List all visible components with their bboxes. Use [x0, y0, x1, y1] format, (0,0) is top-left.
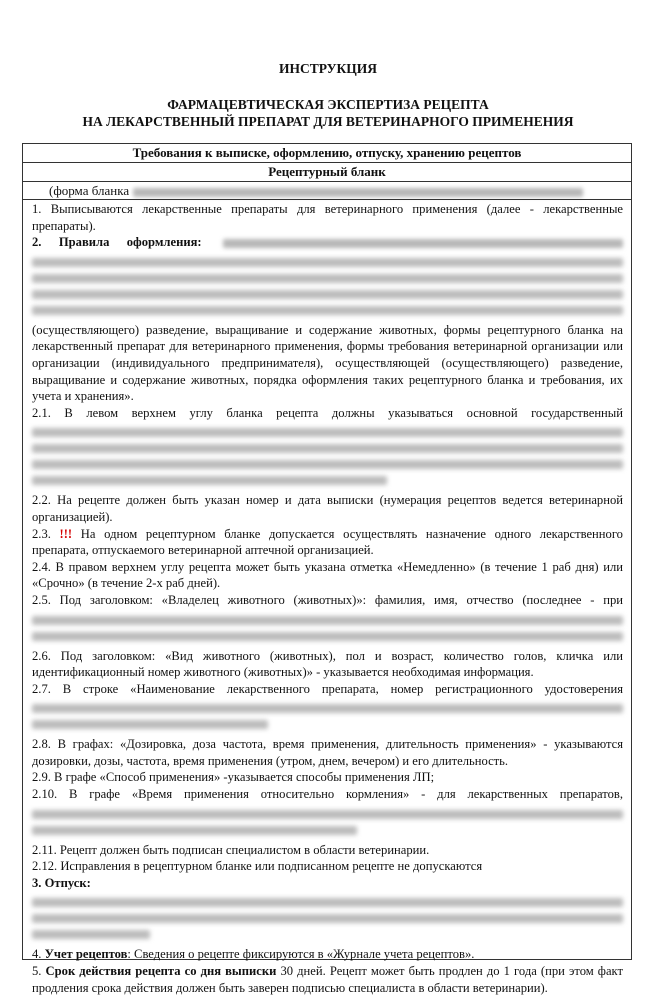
redacted-text — [223, 239, 623, 248]
table-header-blank: Рецептурный бланк — [23, 163, 631, 182]
item-3-heading — [32, 875, 623, 892]
document-subtitle — [0, 96, 656, 130]
item-1: 1. Выписываются лекарственные препараты для ветеринарного применения (далее - лекарственные препараты). — [32, 202, 623, 233]
divider — [23, 199, 631, 200]
item-4-title: Учет рецептов — [44, 947, 128, 962]
item-5-number: 5. — [32, 964, 42, 979]
redacted-block — [32, 810, 623, 835]
item-2-7: 2.7. В строке «Наименование лекарственного препарата, номер регистрационного удостоверения — [32, 681, 623, 696]
item-4-text: : Сведения о рецепте фиксируются в «Журнале учета рецептов». — [127, 947, 475, 962]
item-2-number: 2. — [32, 235, 42, 250]
item-2-11: 2.11. Рецепт должен быть подписан специалистом в области ветеринарии. — [32, 842, 430, 857]
item-2-5: 2.5. Под заголовком: «Владелец животного (животных)»: фамилия, имя, отчество (последнее - при — [32, 592, 623, 607]
form-blank-line — [49, 182, 583, 199]
item-2-4: 2.4. В правом верхнем углу рецепта может быть указана отметка «Немедленно» (в течение 1 раб дня) или «Срочно» (в течение 2-х раб дней). — [32, 559, 623, 591]
document-title: ИНСТРУКЦИЯ — [278, 61, 378, 76]
item-2-12: 2.12. Исправления в рецептурном бланке или подписанном рецепте не допускаются — [32, 859, 483, 874]
item-3-title: Отпуск: — [44, 875, 91, 890]
redacted-block — [32, 704, 623, 729]
item-2-3-number: 2.3. — [32, 526, 51, 541]
subtitle-line-1: ФАРМАЦЕВТИЧЕСКАЯ ЭКСПЕРТИЗА РЕЦЕПТА — [167, 97, 489, 112]
item-2-8: 2.8. В графах: «Дозировка, доза частота, время применения, длительность применения» - указываются дозировки, дозы, частота, время применения (утром, днем, вечером) и его длительность. — [32, 737, 623, 768]
item-4-number: 4. — [32, 947, 42, 962]
subtitle-line-2: НА ЛЕКАРСТВЕННЫЙ ПРЕПАРАТ ДЛЯ ВЕТЕРИНАРНОГО ПРИМЕНЕНИЯ — [82, 114, 574, 129]
instructions-body — [32, 201, 623, 996]
item-5 — [32, 963, 623, 996]
redacted-block — [32, 616, 623, 641]
table-header-requirements: Требования к выписке, оформлению, отпуску, хранению рецептов — [23, 144, 631, 163]
item-4 — [32, 946, 623, 963]
item-2-3 — [32, 526, 623, 559]
item-3-number: 3. — [32, 875, 42, 890]
redacted-block — [32, 898, 623, 939]
warning-mark: !!! — [59, 526, 73, 541]
item-2-2: 2.2. На рецепте должен быть указан номер и дата выписки (нумерация рецептов ведется ветеринарной организацией). — [32, 493, 623, 524]
redacted-text — [133, 188, 583, 197]
form-blank-label: (форма бланка — [49, 183, 130, 198]
item-5-title: Срок действия рецепта со дня выписки — [45, 964, 277, 979]
item-2-3-text: На одном рецептурном бланке допускается осуществлять назначение одного лекарственного препарата, отпускаемого ветеринарной аптечной организацией. — [32, 526, 623, 558]
item-5-text: 30 дней. Рецепт может быть продлен до 1 года (при этом факт продления срока действия должен быть заверен подписью специалиста в области ветеринарии). — [32, 964, 624, 995]
item-2-9: 2.9. В графе «Способ применения» -указывается способы применения ЛП; — [32, 770, 435, 785]
requirements-table — [22, 143, 632, 995]
item-2-1: 2.1. В левом верхнем углу бланка рецепта должны указываться основной государственный — [32, 405, 623, 420]
item-2-title: Правила оформления: — [58, 235, 202, 250]
redacted-block — [32, 428, 623, 485]
item-2-10: 2.10. В графе «Время применения относительно кормления» - для лекарственных препаратов, — [32, 787, 623, 802]
redacted-block — [32, 258, 623, 315]
item-2-6: 2.6. Под заголовком: «Вид животного (животных), пол и возраст, количество голов, кличка или идентификационный номер животного (животных)» - указывается необходимая информация. — [32, 648, 623, 680]
item-2-heading — [32, 234, 623, 251]
item-2-text: (осуществляющего) разведение, выращивание и содержание животных, формы рецептурного бланка на лекарственный препарат для ветеринарного применения, формы требования ветеринарной организации или организации (индивидуального предпринимателя), осуществляющей (осуществляющего) разведение, выращивание и содержание животных, порядка оформления таких рецептурного бланка и требования, их учета и хранения». — [32, 322, 623, 404]
